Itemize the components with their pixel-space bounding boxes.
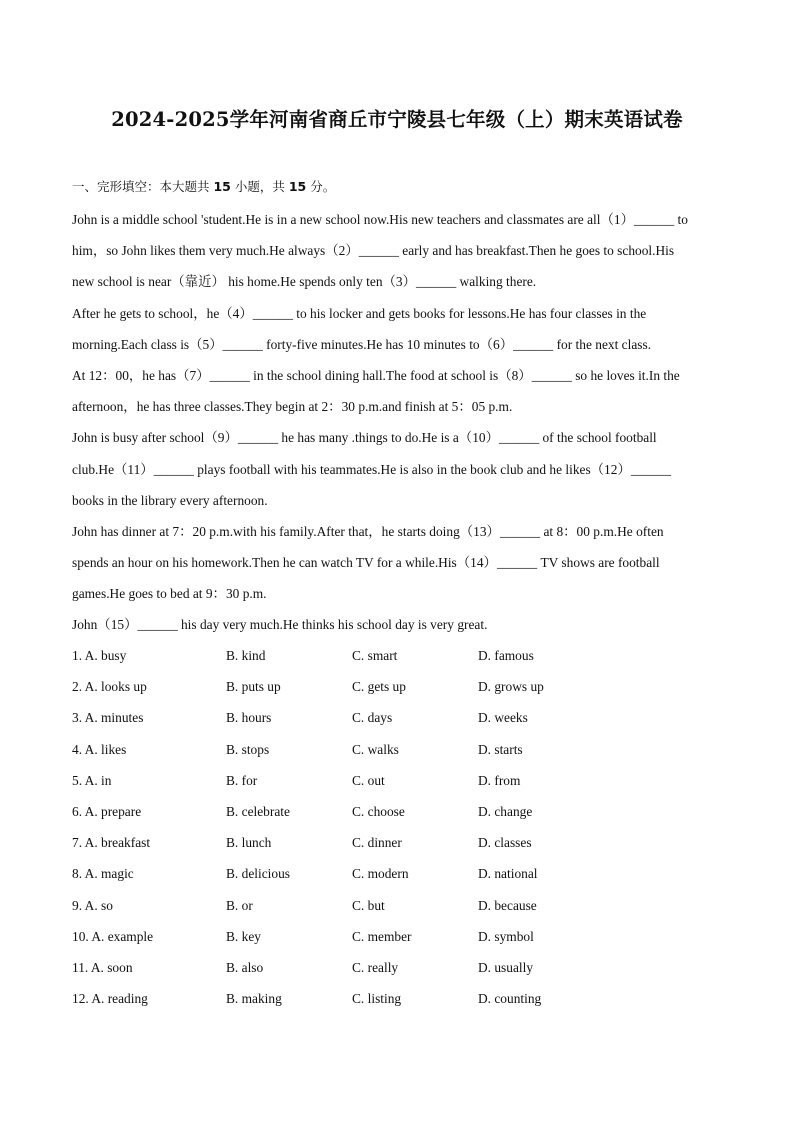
option-b: B. or [226, 897, 253, 913]
question-option-row [72, 827, 732, 858]
option-a: 12. A. reading [72, 991, 148, 1007]
passage-line: After he gets to school，he（4）______ to his locker and gets books for lessons.He has four classes in the [72, 305, 647, 321]
option-d: D. usually [478, 959, 534, 975]
option-d: D. counting [478, 991, 542, 1007]
option-a: 3. A. minutes [72, 710, 144, 726]
option-a: 11. A. soon [72, 959, 133, 975]
section-question-count: 15 [213, 179, 231, 194]
question-option-row [72, 702, 732, 733]
section-heading-middle: 小题，共 [230, 179, 289, 194]
option-b: B. delicious [226, 866, 290, 882]
passage-line: John is a middle school 'student.He is in a new school now.His new teachers and classmates are all（1）______ to [72, 212, 688, 227]
option-a: 1. A. busy [72, 648, 127, 663]
option-b: B. lunch [226, 835, 272, 851]
option-c: C. gets up [352, 679, 406, 695]
option-c: C. walks [352, 741, 399, 757]
passage-line: games.He goes to bed at 9：30 p.m. [72, 586, 267, 602]
section-heading-suffix: 分。 [306, 179, 336, 194]
passage-line: books in the library every afternoon. [72, 492, 268, 508]
option-b: B. also [226, 959, 264, 975]
option-b: B. kind [226, 648, 266, 663]
option-b: B. hours [226, 710, 272, 726]
option-b: B. making [226, 991, 282, 1007]
option-d: D. classes [478, 835, 532, 851]
option-c: C. out [352, 772, 385, 788]
question-option-row [72, 952, 732, 983]
answer-options [72, 640, 732, 1014]
option-b: B. celebrate [226, 803, 290, 819]
question-option-row [72, 765, 732, 796]
option-a: 7. A. breakfast [72, 835, 151, 851]
passage-line: John is busy after school（9）______ he has many .things to do.He is a（10）______ of the school football [72, 430, 657, 446]
option-d: D. national [478, 866, 538, 882]
option-d: D. famous [478, 648, 534, 663]
option-d: D. change [478, 803, 533, 819]
passage-line: John（15）______ his day very much.He thinks his school day is very great. [72, 617, 488, 633]
option-c: C. listing [352, 991, 402, 1007]
option-c: C. choose [352, 803, 405, 819]
section-heading-prefix: 一、完形填空：本大题共 [72, 179, 214, 194]
option-a: 10. A. example [72, 928, 154, 944]
question-option-row [72, 671, 732, 702]
option-d: D. starts [478, 741, 523, 757]
page-title: 2024-2025学年河南省商丘市宁陵县七年级（上）期末英语试卷 [111, 108, 683, 131]
option-a: 6. A. prepare [72, 803, 142, 819]
option-d: D. because [478, 897, 537, 913]
option-a: 8. A. magic [72, 866, 134, 882]
option-b: B. for [226, 772, 258, 788]
option-a: 4. A. likes [72, 741, 127, 757]
passage-line: At 12：00，he has（7）______ in the school dining hall.The food at school is（8）______ so he loves it.In the [72, 367, 680, 383]
option-a: 5. A. in [72, 772, 112, 788]
question-option-row [72, 640, 732, 671]
option-c: C. smart [352, 648, 398, 663]
option-c: C. dinner [352, 835, 402, 851]
question-option-row [72, 858, 732, 889]
option-d: D. from [478, 772, 521, 788]
passage-line: John has dinner at 7：20 p.m.with his family.After that，he starts doing（13）______ at 8：00 p.m.He often [72, 523, 664, 539]
passage-line: afternoon，he has three classes.They begin at 2：30 p.m.and finish at 5：05 p.m. [72, 399, 513, 415]
section-score-count: 15 [288, 179, 307, 194]
section-heading [72, 177, 335, 195]
option-d: D. weeks [478, 710, 528, 726]
question-option-row [72, 890, 732, 921]
question-option-row [72, 796, 732, 827]
option-b: B. stops [226, 741, 270, 757]
option-c: C. really [352, 959, 399, 975]
option-c: C. but [352, 897, 385, 913]
option-d: D. symbol [478, 928, 534, 944]
option-c: C. member [352, 928, 412, 944]
passage-line: morning.Each class is（5）______ forty-five minutes.He has 10 minutes to（6）______ for the next class. [72, 336, 652, 352]
option-b: B. puts up [226, 679, 281, 695]
passage-line: spends an hour on his homework.Then he can watch TV for a while.His（14）______ TV shows are football [72, 555, 660, 571]
option-b: B. key [226, 928, 261, 944]
passage-line: new school is near（靠近） his home.He spends only ten（3）______ walking there. [72, 274, 537, 290]
option-c: C. days [352, 710, 393, 726]
option-d: D. grows up [478, 679, 544, 695]
question-option-row [72, 983, 732, 1014]
passage-line: him，so John likes them very much.He always（2）______ early and has breakfast.Then he goes to school.His [72, 243, 675, 259]
option-c: C. modern [352, 866, 409, 882]
option-a: 2. A. looks up [72, 679, 147, 695]
option-a: 9. A. so [72, 897, 113, 913]
passage-line: club.He（11）______ plays football with his teammates.He is also in the book club and he likes（12）______ [72, 461, 672, 477]
question-option-row [72, 734, 732, 765]
question-option-row [72, 921, 732, 952]
cloze-passage [72, 204, 732, 641]
